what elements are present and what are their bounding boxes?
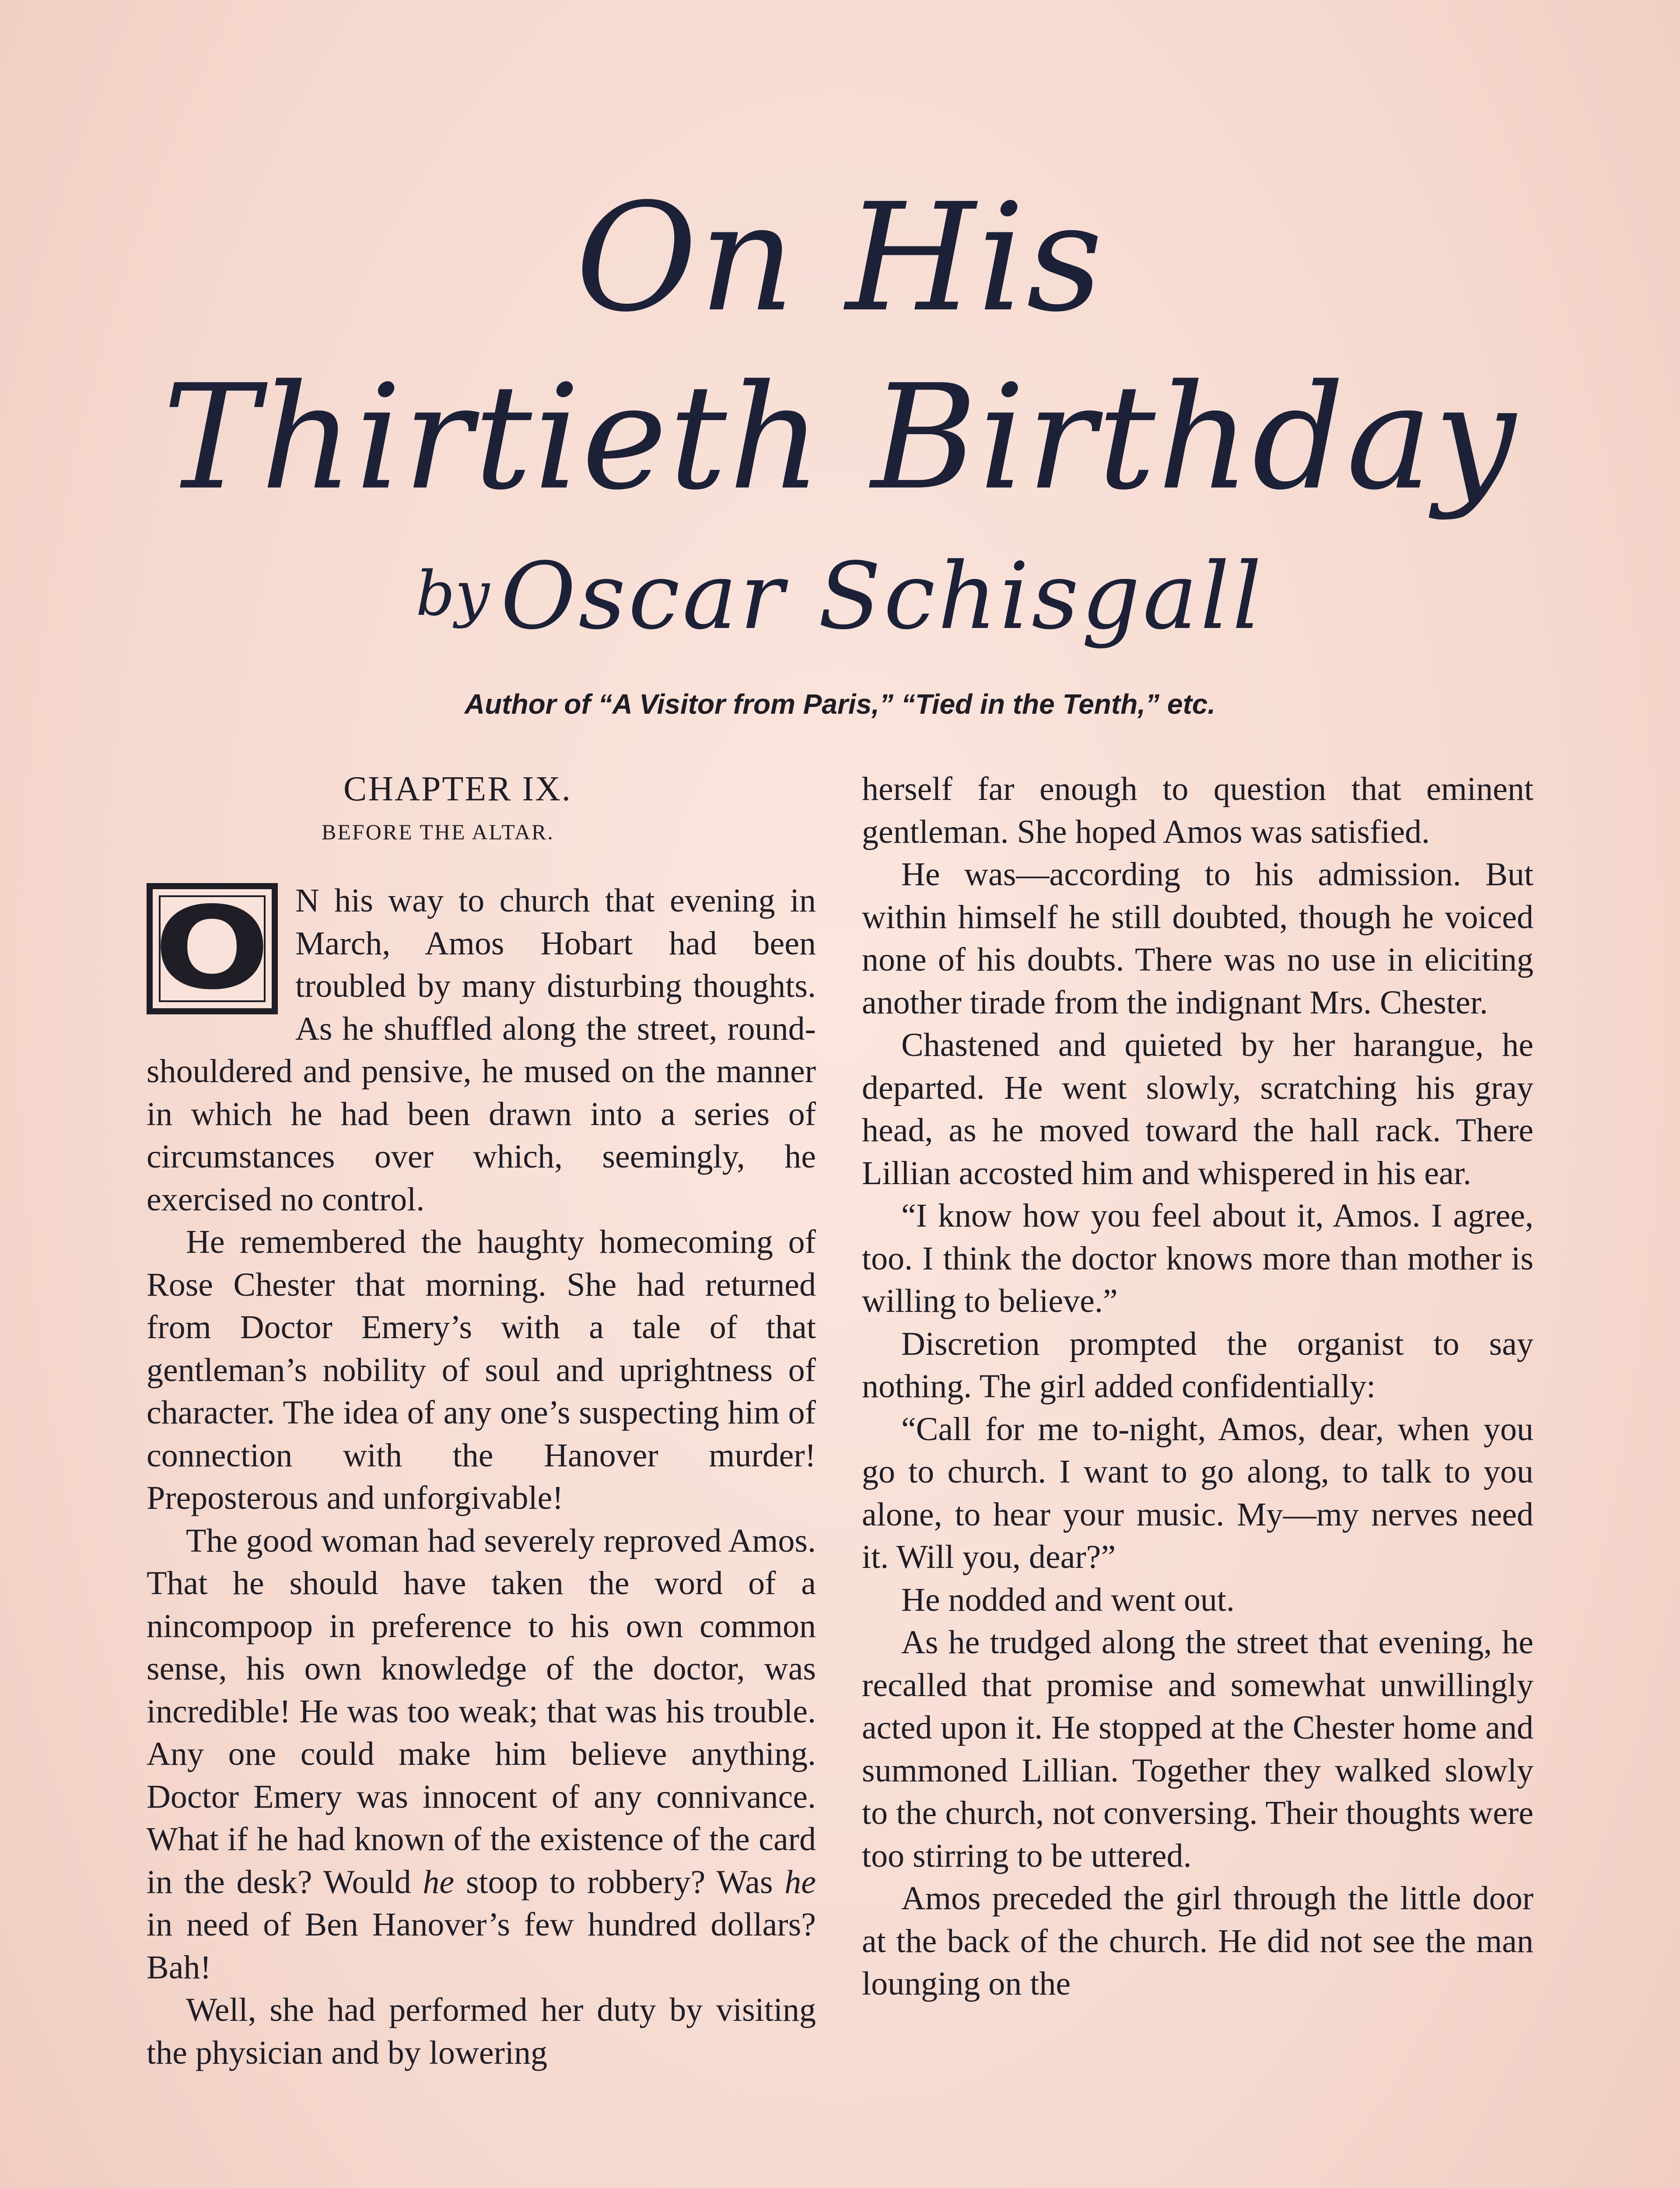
drop-cap-letter: O [154, 883, 270, 1015]
paragraph: As he trudged along the street that evening, he recalled that promise and somewhat unwillingly acted upon it. He stopped at the Chester home and summoned Lillian. Together they walked slowly to the church, not conversing. Their thoughts were too stirring to be uttered. [862, 1624, 1533, 1874]
author-name: Oscar Schisgall [500, 543, 1264, 650]
paragraph-text: N his way to church that evening in March, Amos Hobart had been troubled by many disturbing thoughts. As he shuffled along the street, round-shouldered and pensive, he mused on the manner in which he had been drawn into a series of circumstances over which, seemingly, he exercised no control. [147, 882, 816, 1218]
paragraph-text: stoop to robbery? Was [454, 1863, 785, 1900]
paragraph: He nodded and went out. [901, 1581, 1235, 1618]
paragraph: Chastened and quieted by her harangue, he departed. He went slowly, scratching his gray head, as he moved toward the hall rack. There Lillian accosted him and whispered in his ear. [862, 1027, 1533, 1192]
byline-by: by [416, 558, 490, 630]
paragraph [147, 1520, 816, 1989]
paragraph: “I know how you feel about it, Amos. I agree, too. I think the doctor knows more than mother is willing to believe.” [862, 1197, 1533, 1319]
paragraph: “Call for me to-night, Amos, dear, when you go to church. I want to go along, to talk to you alone, to hear your music. My—my nerves need it. Will you, dear?” [862, 1410, 1533, 1575]
paragraph: herself far enough to question that eminent gentleman. She hoped Amos was satisfied. [862, 771, 1533, 850]
emphasis: he [423, 1863, 455, 1900]
paragraph: He remembered the haughty homecoming of Rose Chester that morning. She had returned from Doctor Emery’s with a tale of that gentleman’s nobility of soul and uprightness of character. The idea of any one’s suspecting him of connection with the Hanover murder! Preposterous and unforgivable! [147, 1224, 816, 1516]
author-credits: Author of “A Visitor from Paris,” “Tied in the Tenth,” etc. [464, 688, 1216, 720]
paragraph-text: in need of Ben Hanover’s few hundred dollars? Bah! [147, 1906, 816, 1986]
paragraph: Well, she had performed her duty by visiting the physician and by lowering [147, 1992, 816, 2071]
paragraph: He was—according to his admission. But within himself he still doubted, though he voiced none of his doubts. There was no use in eliciting another tirade from the indignant Mrs. Chester. [862, 856, 1533, 1021]
story-title-line-2: Thirtieth Birthday [162, 354, 1518, 522]
paragraph: Discretion prompted the organist to say nothing. The girl added confidentially: [862, 1325, 1533, 1405]
story-title-line-1: On His [575, 172, 1105, 345]
left-column [147, 768, 816, 2074]
paragraph: Amos preceded the girl through the little door at the back of the church. He did not see the man lounging on the [862, 1880, 1533, 2002]
paragraph [147, 880, 816, 1221]
paragraph-text: The good woman had severely reproved Amos. That he should have taken the word of a nincompoop in preference to his own common sense, his own knowledge of the doctor, was incredible! He was too weak; that was his trouble. Any one could make him believe anything. Doctor Emery was innocent of any connivance. What if he had known of the existence of the card in the desk? Would [147, 1522, 816, 1900]
drop-cap [147, 883, 278, 1014]
right-column [862, 768, 1533, 2006]
chapter-subtitle: BEFORE THE ALTAR. [322, 819, 554, 844]
emphasis: he [784, 1863, 816, 1900]
byline [0, 543, 1680, 650]
chapter-heading: CHAPTER IX. [343, 770, 572, 808]
